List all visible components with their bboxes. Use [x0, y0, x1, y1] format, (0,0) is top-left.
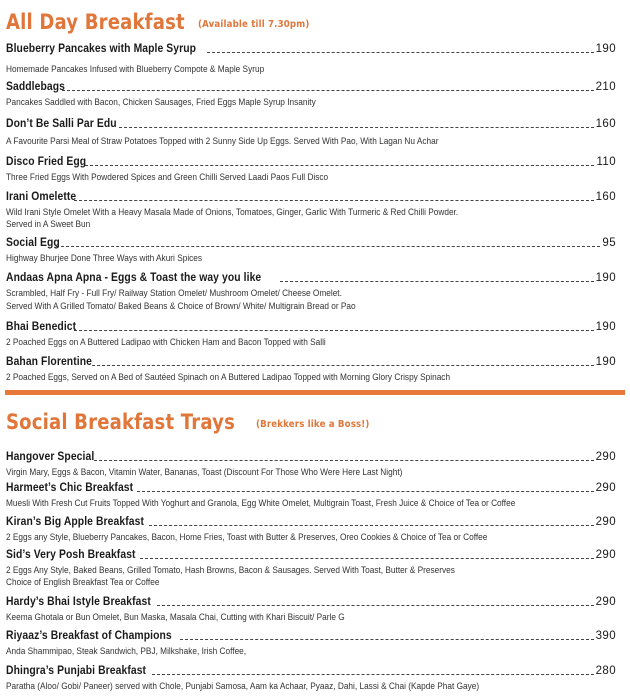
- menu-item: [6, 320, 616, 348]
- item-price: 95: [602, 237, 616, 249]
- item-name: Kiran’s Big Apple Breakfast: [6, 516, 144, 528]
- item-name: Saddlebags: [6, 81, 66, 93]
- dotted-leader: [140, 558, 594, 559]
- item-price: 290: [595, 596, 616, 608]
- item-price: 210: [595, 81, 616, 93]
- item-description: Wild Irani Style Omelet With a Heavy Masala Made of Onions, Tomatoes, Ginger, Garlic With Turmeric & Red Chilli Powder.: [6, 207, 459, 217]
- item-price: 160: [595, 118, 616, 130]
- item-description: A Favourite Parsi Meal of Straw Potatoes Topped with 2 Sunny Side Up Eggs. Served With Pao, With Lagan Nu Achar: [6, 136, 439, 146]
- item-description: Choice of English Breakfast Tea or Coffee: [6, 577, 160, 587]
- item-price: 160: [595, 191, 616, 203]
- section-title-social-breakfast-trays: [6, 410, 388, 434]
- item-price: 290: [595, 451, 616, 463]
- dotted-leader: [119, 127, 594, 128]
- dotted-leader: [180, 639, 593, 640]
- menu-item: [6, 236, 616, 264]
- item-price: 190: [595, 43, 616, 55]
- menu-item: [6, 190, 616, 230]
- item-description: 2 Eggs Any Style, Baked Beans, Grilled Tomato, Hash Browns, Bacon & Sausages. Served With Toast, Butter & Preserves: [6, 565, 455, 575]
- dotted-leader: [56, 246, 601, 247]
- item-description: 2 Eggs any Style, Blueberry Pancakes, Bacon, Home Fries, Toast with Butter & Preserves, Oreo Cookies & Choice of Tea or Coffee: [6, 532, 488, 542]
- item-price: 190: [595, 272, 616, 284]
- menu-item: [6, 80, 616, 108]
- item-price: 290: [595, 549, 616, 561]
- item-price: 290: [595, 516, 616, 528]
- dotted-leader: [157, 605, 594, 606]
- item-name: Dhingra’s Punjabi Breakfast: [6, 665, 147, 677]
- dotted-leader: [85, 165, 594, 166]
- menu-item: [6, 117, 616, 147]
- menu-item: [6, 664, 616, 692]
- section-title-text: Social Breakfast Trays: [6, 410, 235, 434]
- menu-item: [6, 355, 616, 383]
- item-description: Paratha (Aloo/ Gobi/ Paneer) served with Chole, Punjabi Samosa, Aam ka Achaar, Pyaaz, Dahi, Lassi & Chai (Kapde Phat Gaye): [6, 681, 480, 691]
- dotted-leader: [92, 365, 594, 366]
- item-price: 280: [595, 665, 616, 677]
- menu-item: [6, 271, 616, 312]
- item-name: Bahan Florentine: [6, 356, 92, 368]
- section-title-all-day-breakfast: [6, 10, 327, 34]
- item-description: Keema Ghotala or Bun Omelet, Bun Maska, Masala Chai, Cutting with Khari Biscuit/ Parle G: [6, 612, 345, 622]
- item-description: Pancakes Saddled with Bacon, Chicken Sausages, Fried Eggs Maple Syrup Insanity: [6, 97, 316, 107]
- item-price: 190: [595, 356, 616, 368]
- section-divider: [5, 390, 625, 395]
- dotted-leader: [74, 200, 594, 201]
- item-description: Scrambled, Half Fry - Full Fry/ Railway Station Omelet/ Mushroom Omelet/ Cheese Omelet.: [6, 288, 342, 298]
- dotted-leader: [74, 330, 594, 331]
- item-price: 190: [595, 321, 616, 333]
- menu-item: [6, 548, 616, 588]
- dotted-leader: [152, 674, 594, 675]
- item-name: Riyaaz’s Breakfast of Champions: [6, 630, 172, 642]
- section-subtitle: (Available till 7.30pm): [197, 19, 310, 30]
- item-description: Anda Shammipao, Steak Sandwich, PBJ, Milkshake, Irish Coffee,: [6, 646, 247, 656]
- item-name: Bhai Benedict: [6, 321, 77, 333]
- item-description: 2 Poached Eggs, Served on A Bed of Sautéed Spinach on A Buttered Ladipao Topped with Morning Glory Crispy Spinach: [6, 372, 451, 382]
- item-name: Andaas Apna Apna - Eggs & Toast the way you like: [6, 272, 262, 284]
- menu-item: [6, 155, 616, 183]
- item-description: Served in A Sweet Bun: [6, 219, 91, 229]
- section-subtitle: (Brekkers like a Boss!): [256, 419, 370, 430]
- dotted-leader: [94, 460, 594, 461]
- menu-item: [6, 595, 616, 623]
- menu-item: [6, 450, 616, 478]
- section-title-text: All Day Breakfast: [6, 10, 185, 34]
- item-name: Don’t Be Salli Par Edu: [6, 118, 117, 130]
- item-name: Sid’s Very Posh Breakfast: [6, 549, 136, 561]
- item-description: Highway Bhurjee Done Three Ways with Akuri Spices: [6, 253, 203, 263]
- item-name: Hardy’s Bhai Istyle Breakfast: [6, 596, 151, 608]
- dotted-leader: [280, 281, 594, 282]
- item-description: Served With A Grilled Tomato/ Baked Beans & Choice of Brown/ White/ Multigrain Bread or Pao: [6, 301, 356, 311]
- item-price: 110: [596, 156, 616, 168]
- item-name: Hangover Special: [6, 451, 95, 463]
- menu-item: [6, 629, 616, 657]
- item-name: Disco Fried Egg: [6, 156, 87, 168]
- item-name: Irani Omelette: [6, 191, 77, 203]
- item-description: 2 Poached Eggs on A Buttered Ladipao with Chicken Ham and Bacon Topped with Salli: [6, 337, 326, 347]
- item-description: Homemade Pancakes Infused with Blueberry Compote & Maple Syrup: [6, 64, 265, 74]
- item-name: Harmeet’s Chic Breakfast: [6, 482, 134, 494]
- menu-item: [6, 481, 616, 509]
- menu-item: [6, 42, 616, 75]
- menu-item: [6, 515, 616, 543]
- dotted-leader: [62, 90, 594, 91]
- dotted-leader: [137, 491, 593, 492]
- item-price: 390: [595, 630, 616, 642]
- item-description: Three Fried Eggs With Powdered Spices and Green Chilli Served Laadi Paos Full Disco: [6, 172, 329, 182]
- dotted-leader: [207, 52, 593, 53]
- item-description: Virgin Mary, Eggs & Bacon, Vitamin Water, Bananas, Toast (Discount For Those Who Were Here Last Night): [6, 467, 403, 477]
- item-name: Blueberry Pancakes with Maple Syrup: [6, 43, 197, 55]
- dotted-leader: [149, 525, 593, 526]
- item-description: Muesli With Fresh Cut Fruits Topped With Yoghurt and Granola, Egg White Omelet, Multigrain Toast, Fresh Juice & Choice of Tea or Coffee: [6, 498, 516, 508]
- item-name: Social Egg: [6, 237, 60, 249]
- item-price: 290: [595, 482, 616, 494]
